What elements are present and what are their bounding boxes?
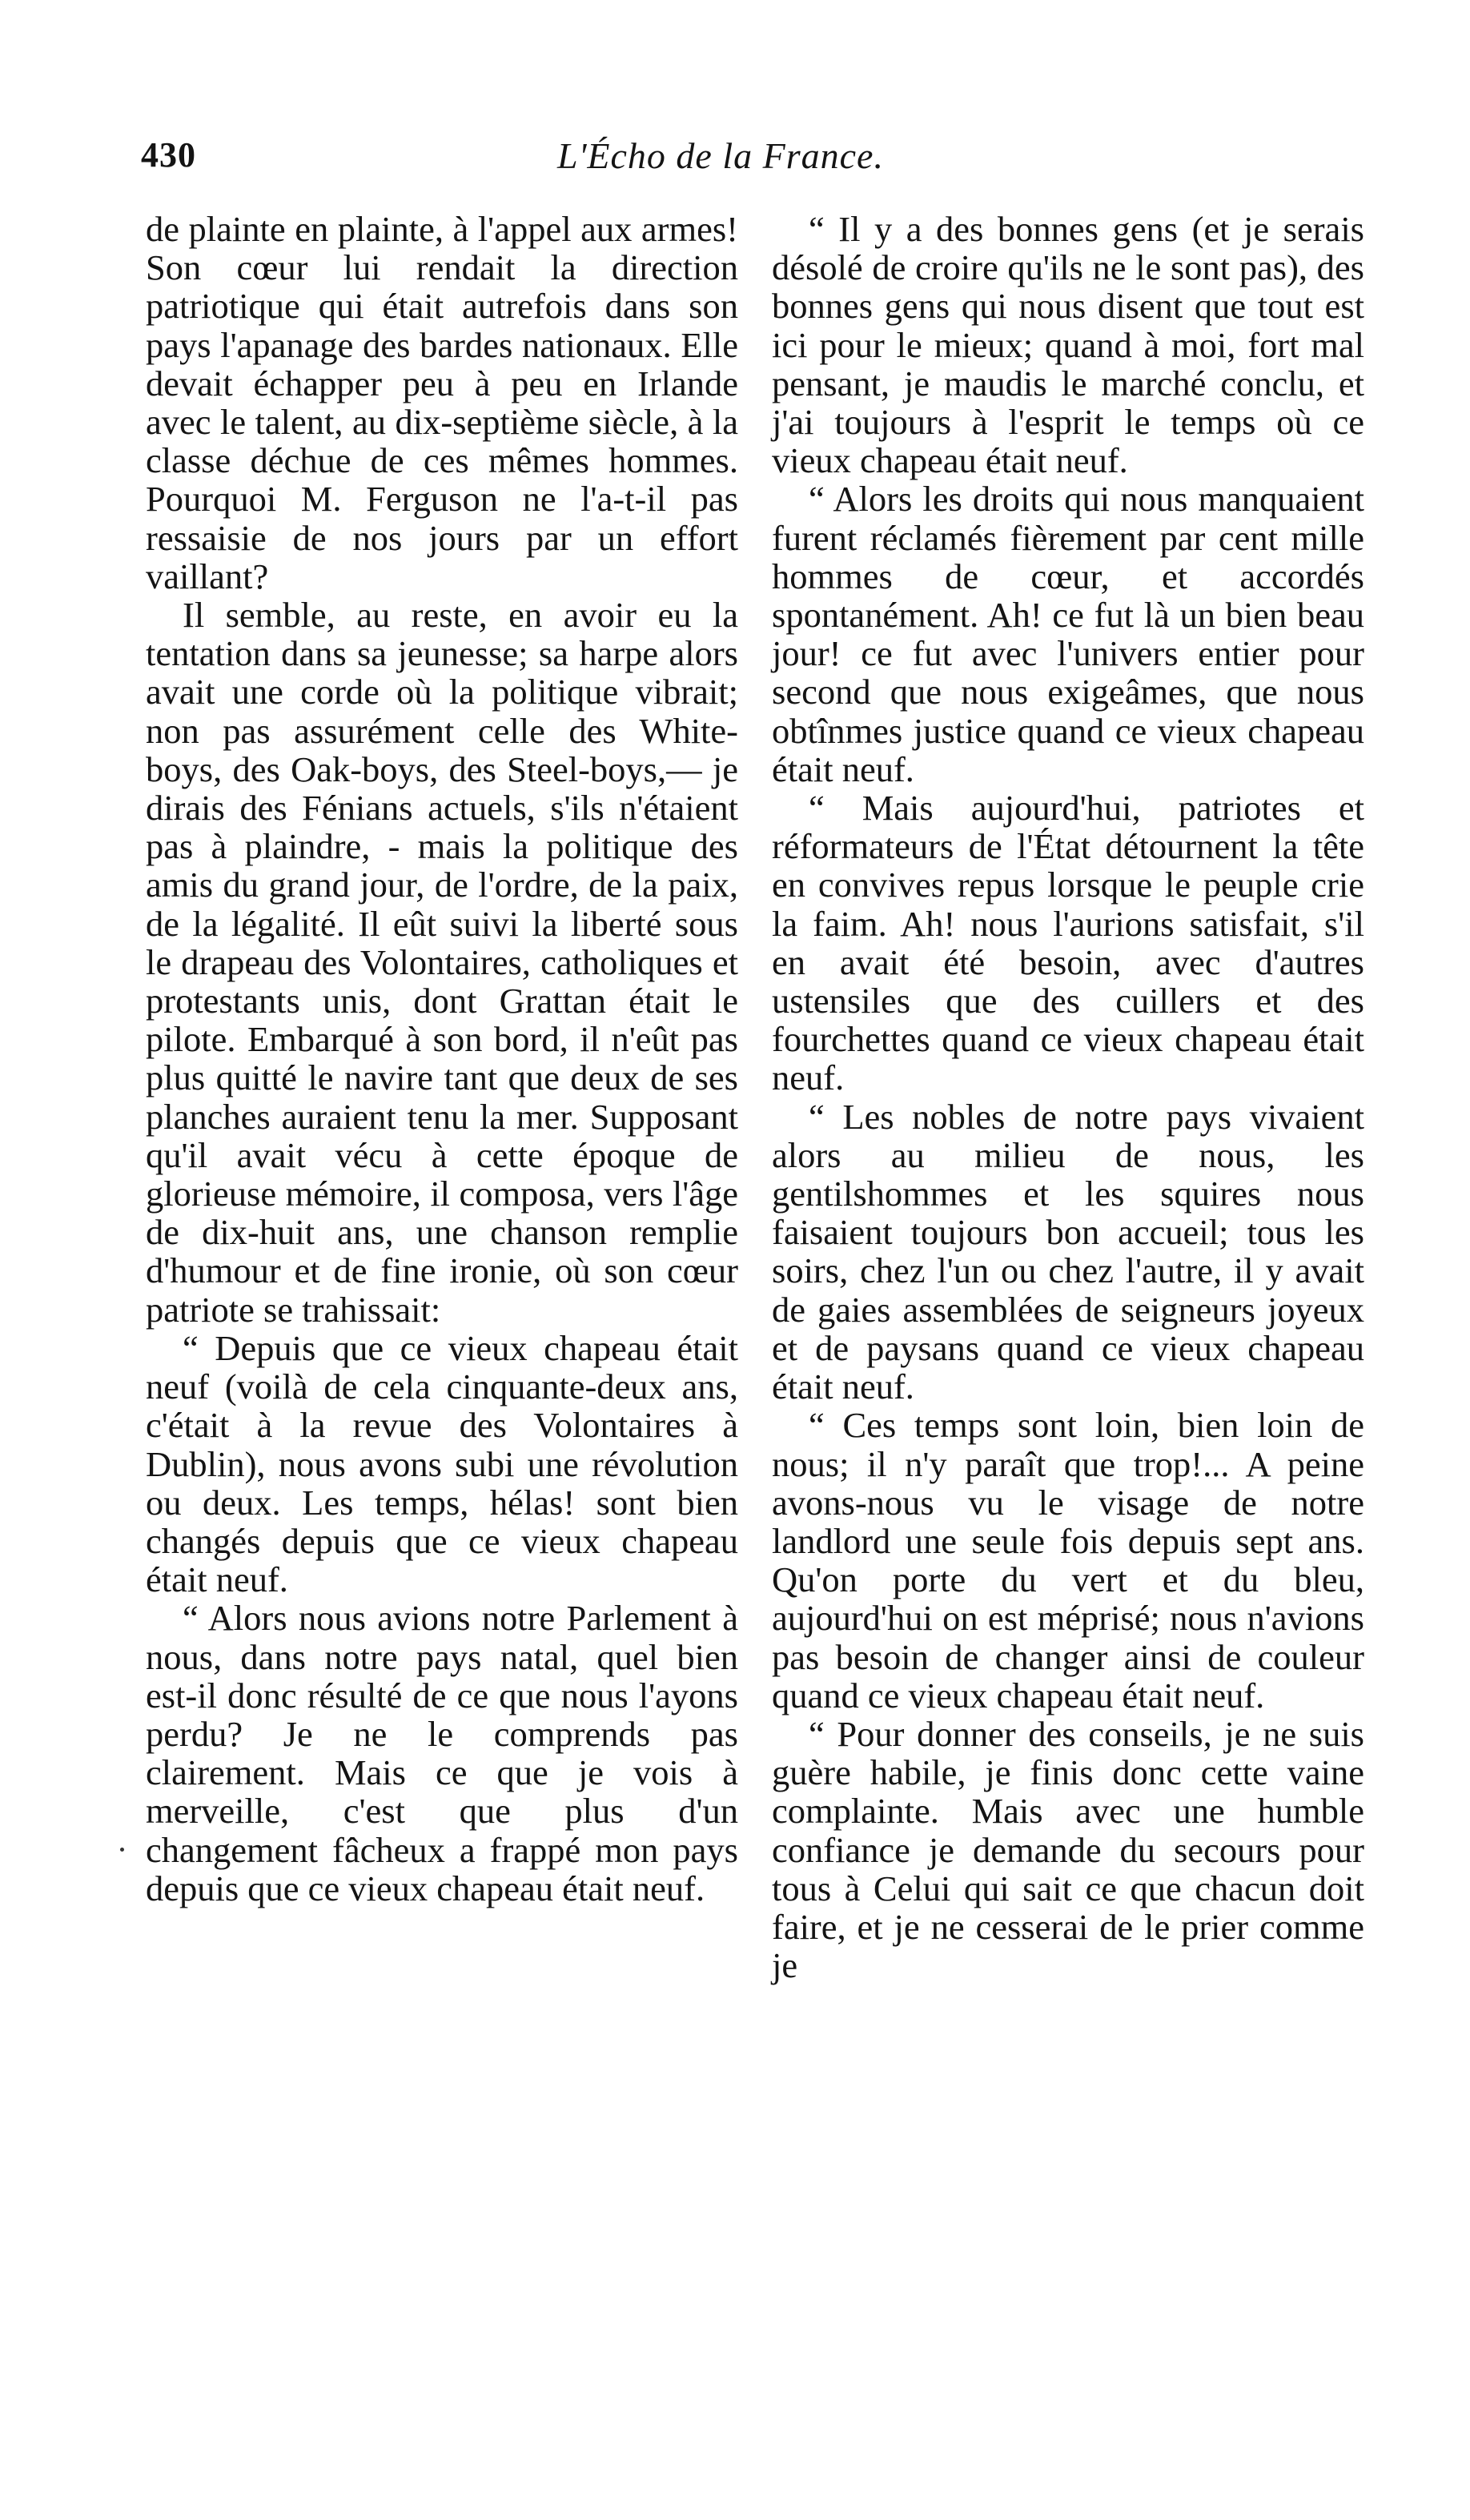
running-title: L'Écho de la France.	[557, 135, 884, 176]
left-column	[146, 210, 738, 1908]
song-verse: “ Ces temps sont loin, bien loin de nous; il n'y paraît que trop!... A peine avons-nous vu le visage de notre landlord une seule fois depuis sept ans. Qu'on porte du vert et du bleu, aujourd'hui on est méprisé; nous n'avions pas besoin de changer ainsi de couleur quand ce vieux chapeau était neuf.	[772, 1405, 1364, 1715]
paragraph: Il semble, au reste, en avoir eu la tentation dans sa jeunesse; sa harpe alors avait une corde où la politique vibrait; non pas assurément celle des White-boys, des Oak-boys, des Steel-boys,— je dirais des Fénians actuels, s'ils n'étaient pas à plaindre, - mais la politique des amis du grand jour, de l'ordre, de la paix, de la légalité. Il eût suivi la liberté sous le drapeau des Volontaires, catholiques et protestants unis, dont Grattan était le pilote. Embarqué à son bord, il n'eût pas plus quitté le navire tant que deux de ses planches auraient tenu la mer. Supposant qu'il avait vécu à cette époque de glorieuse mémoire, il composa, vers l'âge de dix-huit ans, une chanson remplie d'humour et de fine ironie, où son cœur patriote se trahissait:	[146, 595, 738, 1330]
right-column	[772, 210, 1364, 1984]
ink-speck	[120, 1848, 124, 1852]
page-number: 430	[141, 135, 196, 175]
running-head	[141, 134, 1374, 186]
paragraph: de plainte en plainte, à l'appel aux armes! Son cœur lui rendait la direction patriotique qui était autrefois dans son pays l'apanage des bardes nationaux. Elle devait échapper peu à peu en Irlande avec le talent, au dix-septième siècle, à la classe déchue de ces mêmes hommes. Pourquoi M. Ferguson ne l'a-t-il pas ressaisie de nos jours par un effort vaillant?	[146, 209, 738, 596]
song-verse: “ Alors nous avions notre Parlement à nous, dans notre pays natal, quel bien est-il donc résulté de ce que nous l'ayons perdu? Je ne le comprends pas clairement. Mais ce que je vois à merveille, c'est que plus d'un changement fâcheux a frappé mon pays depuis que ce vieux chapeau était neuf.	[146, 1598, 738, 1908]
song-verse: “ Mais aujourd'hui, patriotes et réformateurs de l'État détournent la tête en convives repus lorsque le peuple crie la faim. Ah! nous l'aurions satisfait, s'il en avait été besoin, avec d'autres ustensiles que des cuillers et des fourchettes quand ce vieux chapeau était neuf.	[772, 788, 1364, 1098]
song-verse: “ Il y a des bonnes gens (et je serais désolé de croire qu'ils ne le sont pas), des bonnes gens qui nous disent que tout est ici pour le mieux; quand à moi, fort mal pensant, je maudis le marché conclu, et j'ai toujours à l'esprit le temps où ce vieux chapeau était neuf.	[772, 209, 1364, 481]
song-verse: “ Depuis que ce vieux chapeau était neuf (voilà de cela cinquante-deux ans, c'était à la revue des Volontaires à Dublin), nous avons subi une révolution ou deux. Les temps, hélas! sont bien changés depuis que ce vieux chapeau était neuf.	[146, 1327, 738, 1600]
song-verse: “ Alors les droits qui nous manquaient furent réclamés fièrement par cent mille hommes de cœur, et accordés spontanément. Ah! ce fut là un bien beau jour! ce fut avec l'univers entier pour second que nous exigeâmes, que nous obtînmes justice quand ce vieux chapeau était neuf.	[772, 479, 1364, 789]
song-verse: “ Les nobles de notre pays vivaient alors au milieu de nous, les gentilshommes et les squires nous faisaient toujours bon accueil; tous les soirs, chez l'un ou chez l'autre, il y avait de gaies assemblées de seigneurs joyeux et de paysans quand ce vieux chapeau était neuf.	[772, 1096, 1364, 1407]
song-verse: “ Pour donner des conseils, je ne suis guère habile, je finis donc cette vaine complainte. Mais avec une humble confiance je demande du secours pour tous à Celui qui sait ce que chacun doit faire, et je ne cesserai de le prier comme je	[772, 1713, 1364, 1986]
